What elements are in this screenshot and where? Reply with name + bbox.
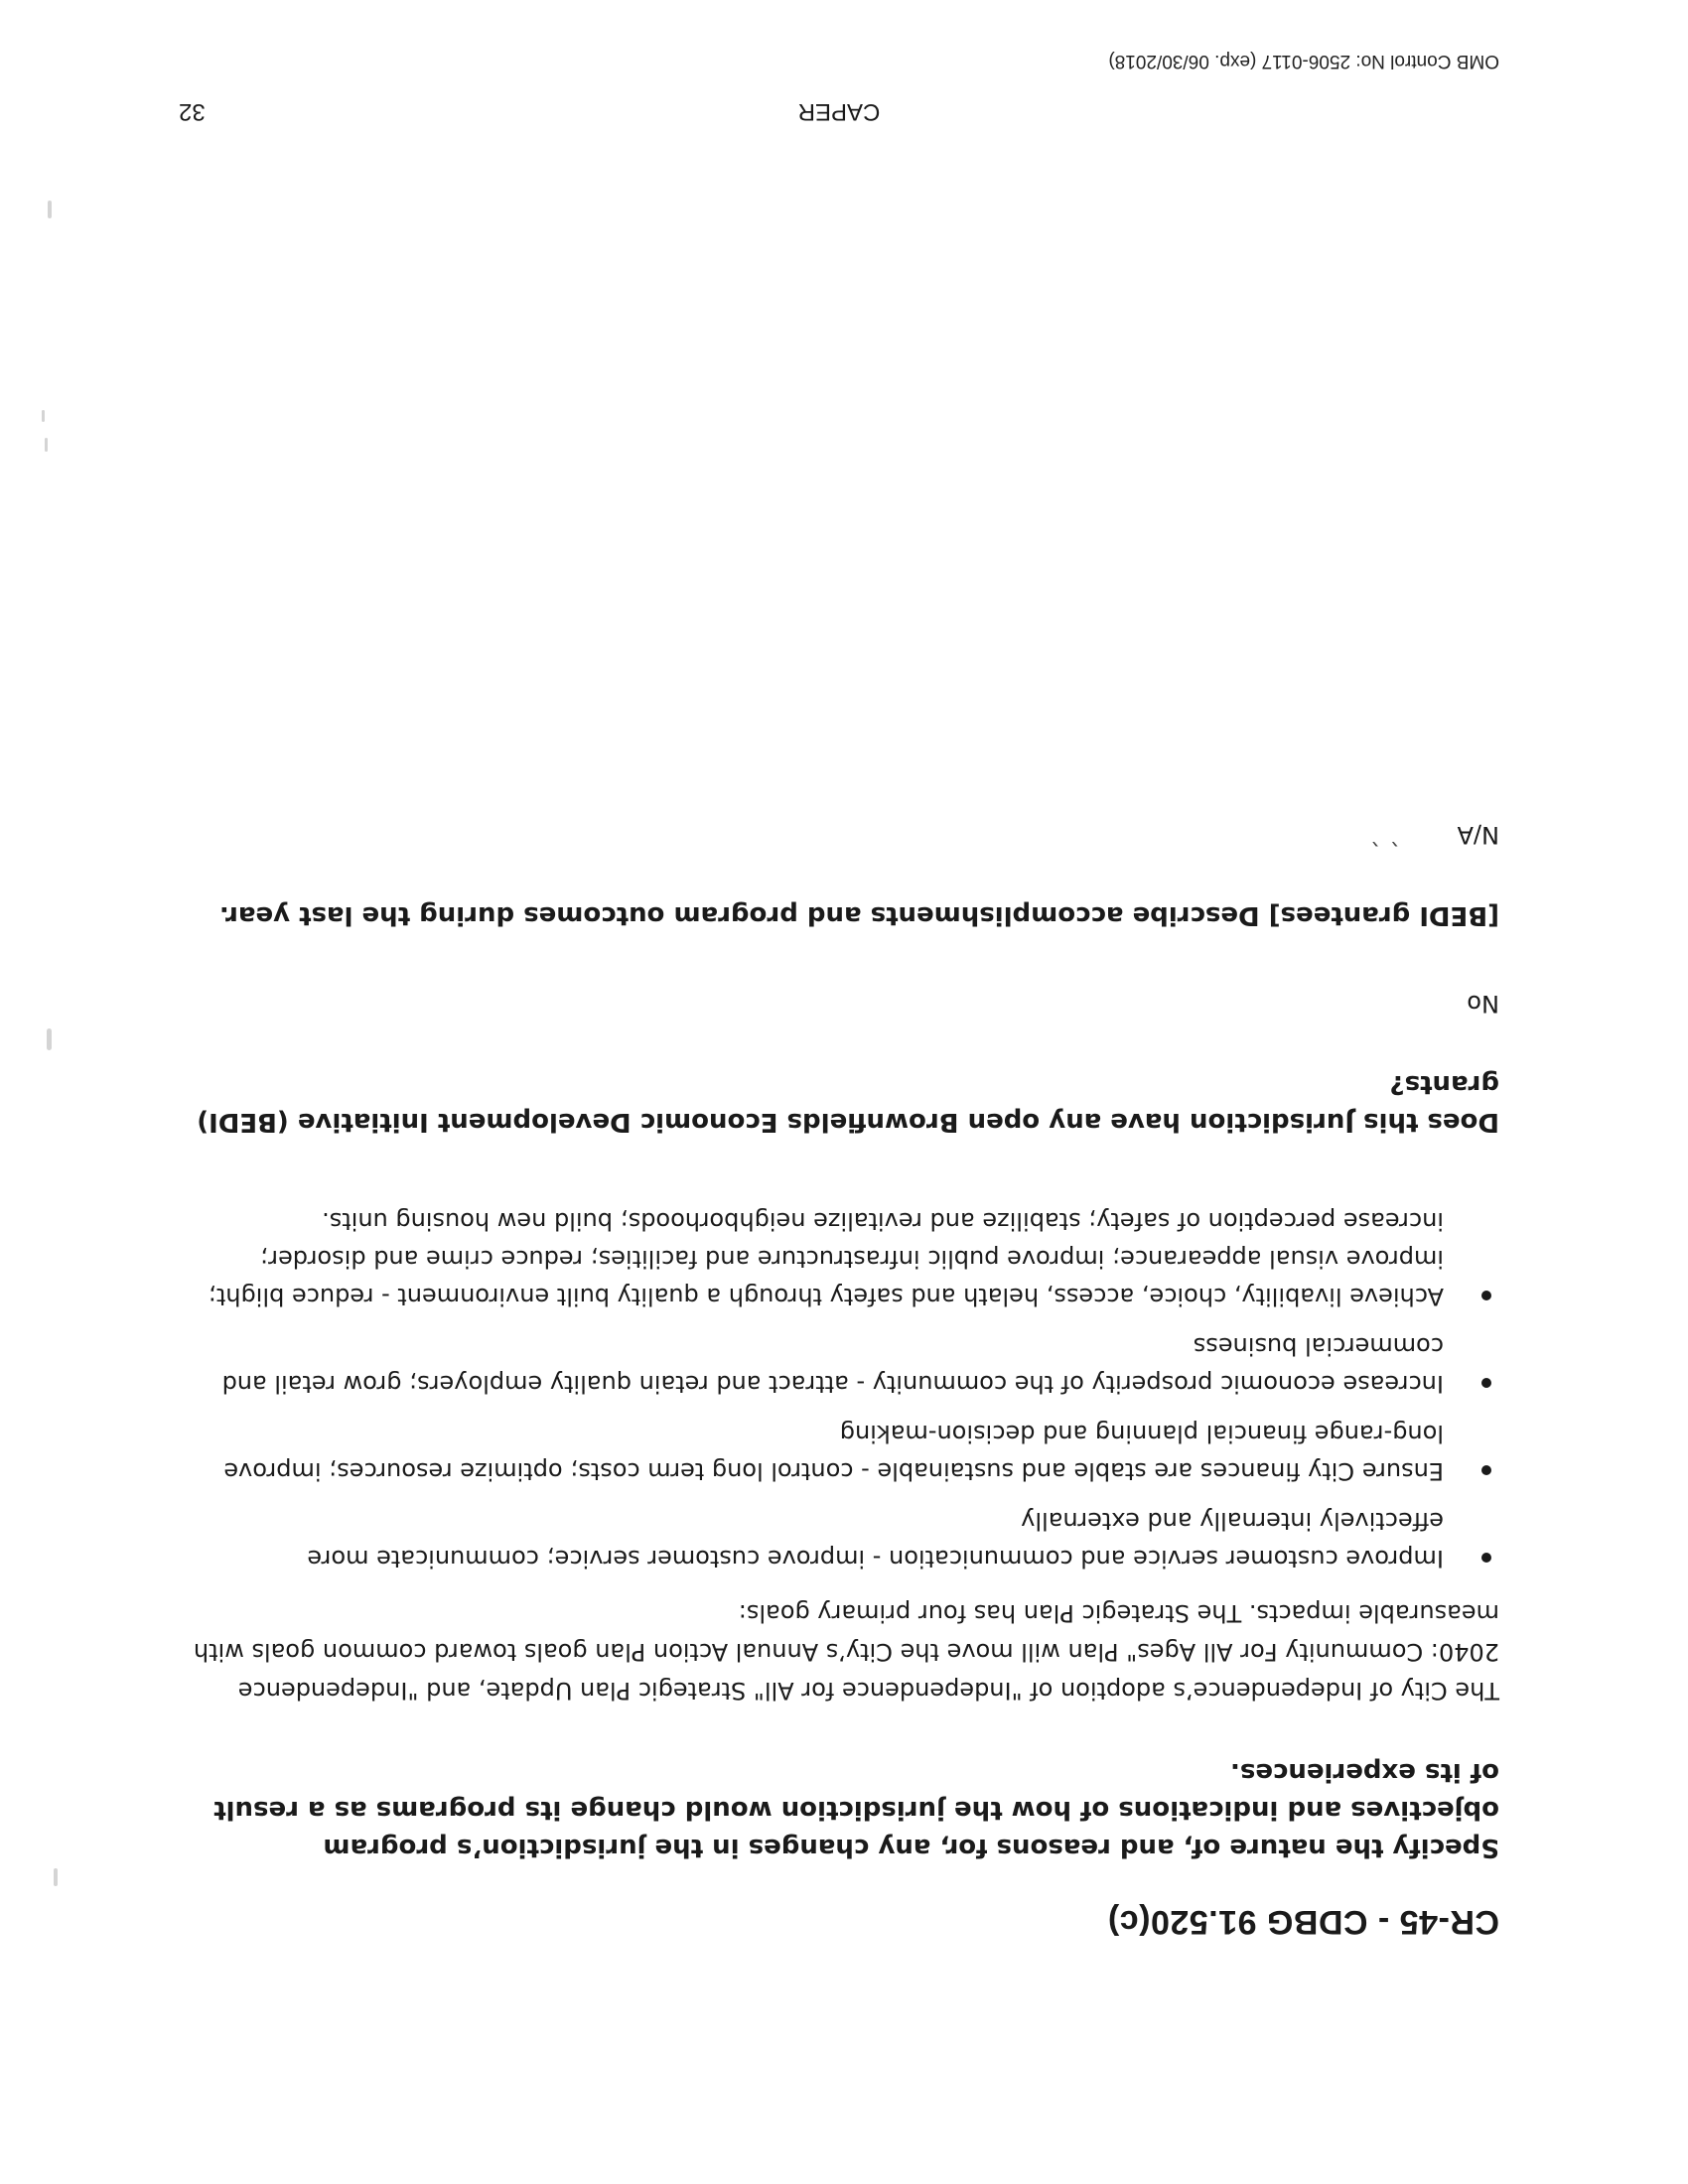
omb-control-number: OMB Control No: 2506-0117 (exp. 06/30/2018) [1108,51,1499,71]
question-program-changes: Specify the nature of, and reasons for, any changes in the jurisdiction’s program objectives and indications of how the jurisdiction would change its programs as a result of its experiences. [213,1757,1499,1862]
answer-bedi-grants: No [1467,990,1499,1018]
goal-text: Increase economic prosperity of the community - attract and retain quality employers; grow retail and commercial business [221,1332,1444,1398]
answer-text: N/A [1457,821,1499,849]
scan-artifact [45,438,48,452]
list-item [179,1327,1499,1403]
list-item [179,1502,1499,1577]
page-content [179,765,1499,1941]
bullet-icon [1481,1378,1491,1388]
bullet-icon [1481,1553,1491,1563]
question-bedi-accomplishments: [BEDI grantees] Describe accomplishments and program outcomes during the last year. [218,900,1499,930]
scan-tick-marks: ` ` [1367,821,1400,849]
bullet-icon [1481,1291,1491,1300]
section-title: CR-45 - CDBG 91.520(c) [1107,1903,1499,1941]
scan-artifact [54,1868,58,1886]
goal-text: Achieve livability, choice, access, helath and safety through a quality built environment - reduce blight; improve visual appearance; improve public infrastructure and facilities; reduce crime and disorder; increase perception of safety; stabilize and revitalize neighborhoods; build new housing units. [208,1207,1444,1310]
scan-artifact [47,1028,52,1050]
page-footer [179,68,1499,127]
question-bedi-grants: Does this Jurisdiction have any open Brownfields Economic Development Initiative (BEDI) grants? [197,1069,1499,1137]
page-number: 32 [179,98,206,125]
footer-document-label: CAPER [797,98,881,125]
scan-artifact [48,201,52,218]
answer-bedi-accomplishments [179,817,1499,853]
list-item [179,1415,1499,1490]
answer-program-changes: The City of Independence’s adoption of "Independence for All" Strategic Plan Update, and "Independence 2040: Community For All Ages" Plan will move the City’s Annual Action Plan goals toward common goals with measurable impacts. The Strategic Plan has four primary goals: [193,1599,1499,1705]
scan-artifact [42,410,45,422]
list-item [179,1202,1499,1315]
strategic-goals-list [179,1202,1499,1577]
bullet-icon [1481,1465,1491,1475]
goal-text: Ensure City finances are stable and sustainable - control long term costs; optimize resources; improve long-range financial planning and decision-making [223,1420,1444,1485]
goal-text: Improve customer service and communication - improve customer service; communicate more effectively internally and externally [307,1507,1444,1572]
